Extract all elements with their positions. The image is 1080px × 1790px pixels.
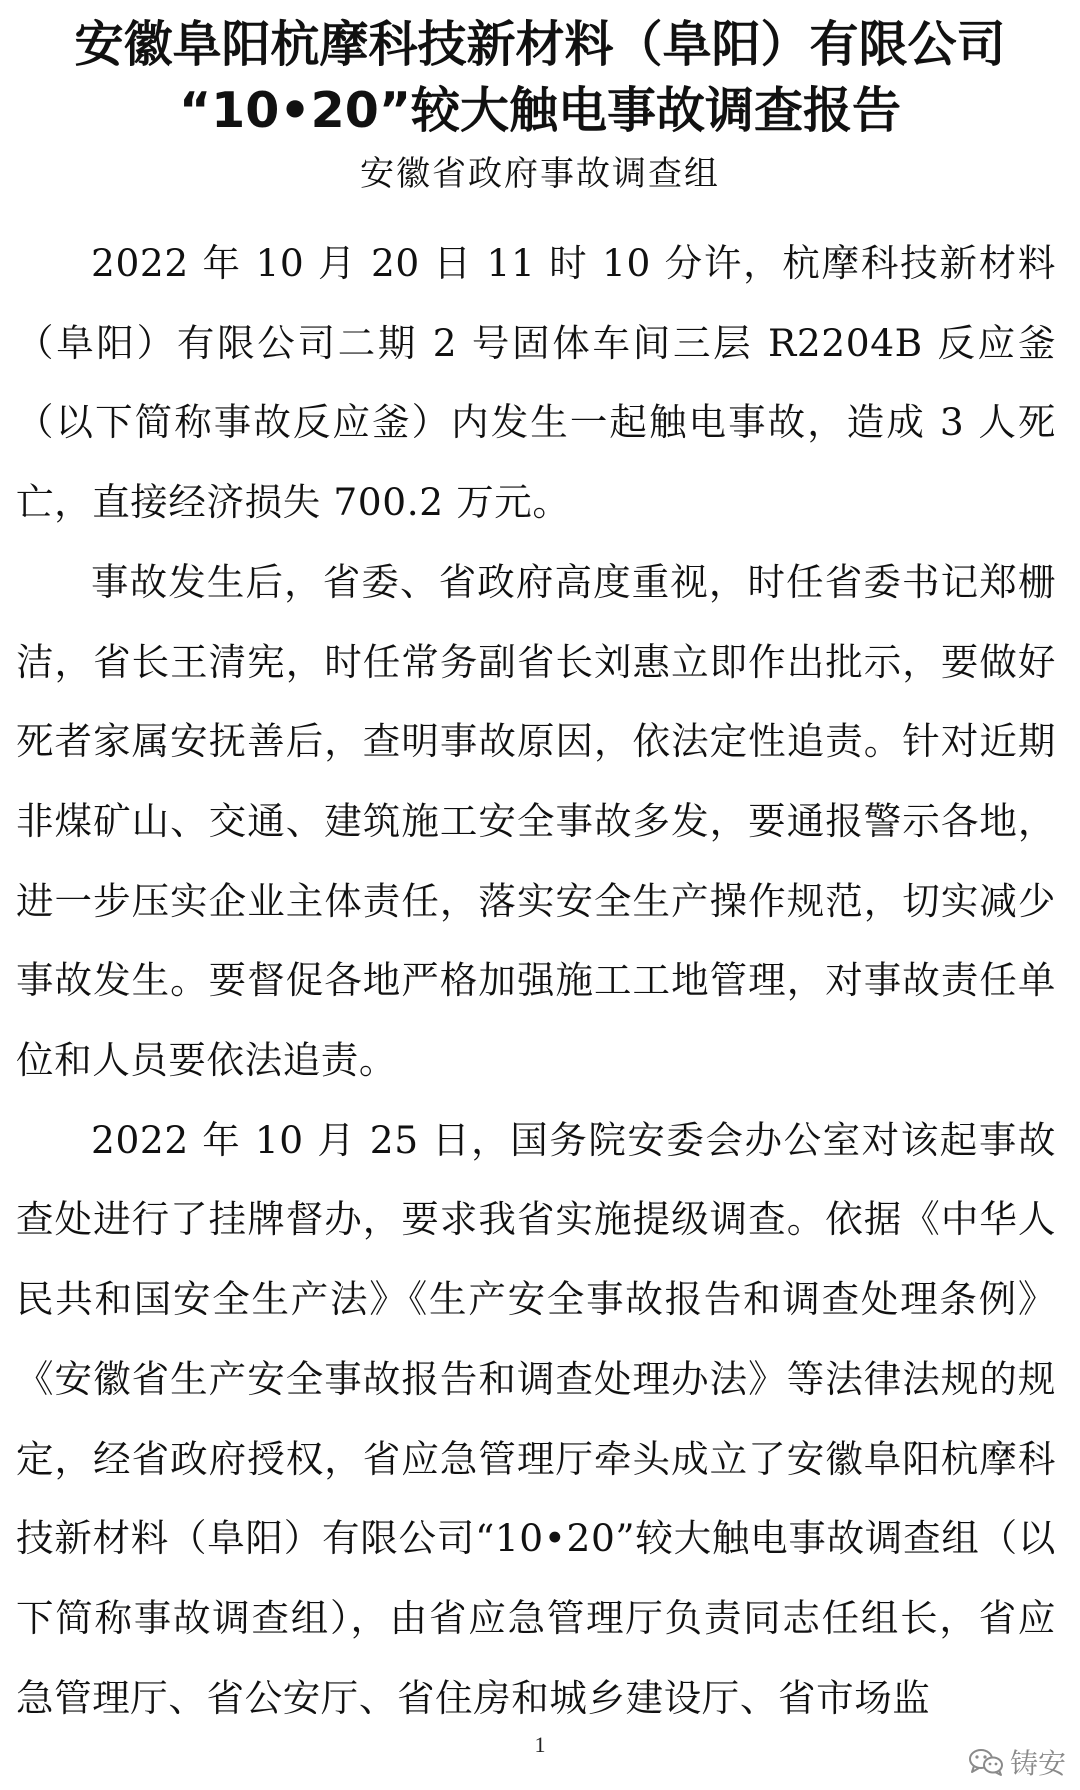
paragraph-1: 2022 年 10 月 20 日 11 时 10 分许，杭摩科技新材料（阜阳）有限公司二期 2 号固体车间三层 R2204B 反应釜（以下简称事故反应釜）内发生一起触电事故，造成 3 人死亡，直接经济损失 700.2 万元。 bbox=[16, 241, 1056, 525]
paragraph-3: 2022 年 10 月 25 日，国务院安委会办公室对该起事故查处进行了挂牌督办，要求我省实施提级调查。依据《中华人民共和国安全生产法》《生产安全事故报告和调查处理条例》《安徽省生产安全事故报告和调查处理办法》等法律法规的规定，经省政府授权，省应急管理厅牵头成立了安徽阜阳杭摩科技新材料（阜阳）有限公司“10•20”较大触电事故调查组（以下简称事故调查组），由省应急管理厅负责同志任组长，省应急管理厅、省公安厅、省住房和城乡建设厅、省市场监 bbox=[16, 1117, 1056, 1720]
report-title-line-1: 安徽阜阳杭摩科技新材料（阜阳）有限公司 bbox=[74, 16, 1006, 73]
report-author: 安徽省政府事故调查组 bbox=[360, 154, 720, 194]
watermark bbox=[968, 1742, 1066, 1782]
report-title-line-2: “10•20”较大触电事故调查报告 bbox=[178, 82, 902, 139]
page-number: 1 bbox=[534, 1732, 546, 1757]
paragraph-2: 事故发生后，省委、省政府高度重视，时任省委书记郑栅洁，省长王清宪，时任常务副省长刘惠立即作出批示，要做好死者家属安抚善后，查明事故原因，依法定性追责。针对近期非煤矿山、交通、建筑施工安全事故多发，要通报警示各地，进一步压实企业主体责任，落实安全生产操作规范，切实减少事故发生。要督促各地严格加强施工工地管理，对事故责任单位和人员要依法追责。 bbox=[16, 559, 1056, 1083]
watermark-text: 铸安 bbox=[1009, 1747, 1066, 1780]
report-body bbox=[16, 224, 1056, 1738]
wechat-icon bbox=[968, 1747, 1004, 1777]
